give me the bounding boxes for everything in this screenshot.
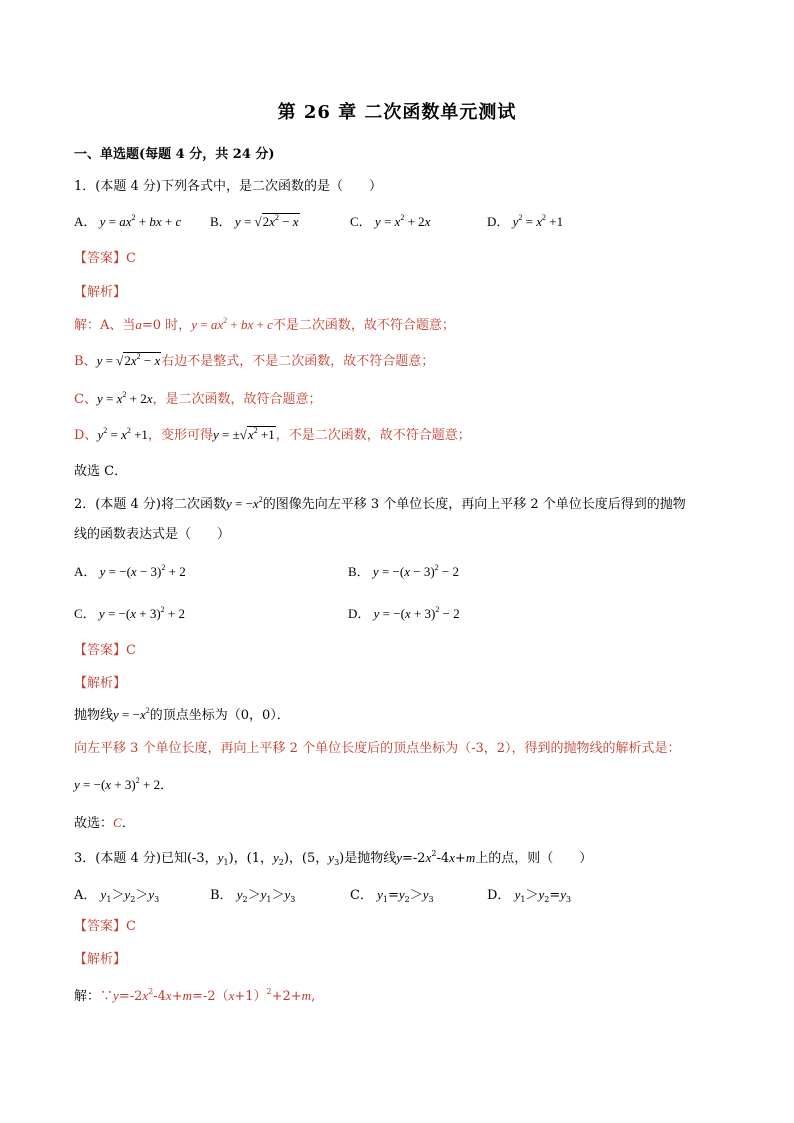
q1-solution-a: 解：A、当a=0 时，$y = ax^2$ + bx + c不是二次函数，故不符合题意； bbox=[74, 316, 455, 333]
q3-solution: 解：$\because y=-2x^2-4x+m=-2(x+1)^2+2+m$, bbox=[74, 987, 316, 1004]
q3-option-a: A． $y_1>y_2>y_3$ bbox=[74, 887, 160, 904]
q1-stem: 1．(本题 4 分)下列各式中，是二次函数的是（ ） bbox=[74, 179, 382, 194]
q2-answer: 【答案】C bbox=[74, 643, 136, 658]
q2-solution-formula: $y = -(x + 3)^2 + 2$． bbox=[74, 776, 174, 792]
q2-stem-line2: 线的函数表达式是（ ） bbox=[74, 527, 231, 542]
q1-option-c: C． $y = x^2 + 2x$ bbox=[350, 213, 431, 229]
q2-analysis-label: 【解析】 bbox=[74, 676, 127, 691]
q2-option-a: A． $y = -(x - 3)^2 + 2$ bbox=[74, 563, 186, 579]
q3-answer: 【答案】C bbox=[74, 919, 136, 934]
q3-option-c: C． $y_1=y_2>y_3$ bbox=[350, 887, 434, 904]
q1-conclusion: 故选 C． bbox=[74, 464, 128, 479]
q2-stem-line1: 2．(本题 4 分)将二次函数$y = -x^2$的图像先向左平移 3 个单位长度，再向上平移 2 个单位长度后得到的抛物 bbox=[74, 495, 686, 512]
q3-analysis-label: 【解析】 bbox=[74, 952, 127, 967]
q2-option-b: B． $y = -(x - 3)^2 - 2$ bbox=[348, 563, 459, 579]
q3-stem: 3．(本题 4 分)已知(-3，$y_1$)，(1，$y_2$)，(5，$y_3$)是抛物线$y=-2x^2-4x+m$上的点，则（ ） bbox=[74, 849, 593, 867]
q1-option-a: A． $y = ax^2$ + bx + c bbox=[74, 213, 182, 229]
q1-option-b: B． $y = √2x^2 - x$ bbox=[210, 213, 299, 229]
section-heading: 一、单选题(每题 4 分，共 24 分) bbox=[74, 147, 275, 162]
q1-analysis-label: 【解析】 bbox=[74, 285, 127, 300]
q3-option-d: D． $y_1>y_2=y_3$ bbox=[487, 887, 572, 904]
q2-option-c: C． $y = -(x + 3)^2 + 2$ bbox=[74, 605, 185, 621]
q3-option-b: B． $y_2>y_1>y_3$ bbox=[210, 887, 296, 904]
q1-answer: 【答案】C bbox=[74, 251, 136, 266]
q2-conclusion: 故选：C． bbox=[74, 815, 135, 831]
q2-solution-line1: 抛物线$y = -x^2$的顶点坐标为（0，0）． bbox=[74, 706, 290, 723]
q1-solution-b: B、$y = √2x^2 - x$右边不是整式，不是二次函数，故不符合题意； bbox=[74, 352, 435, 369]
q1-solution-d: D、$y^2 = x^2 +1$，变形可得$y = \pm√x^2 +1$，不是二次函数，故不符合题意； bbox=[74, 426, 471, 443]
q1-option-d: D． $y^2 = x^2 +1$ bbox=[487, 213, 564, 229]
q2-option-d: D． $y = -(x + 3)^2 - 2$ bbox=[348, 605, 460, 621]
q2-solution-line2: 向左平移 3 个单位长度，再向上平移 2 个单位长度后的顶点坐标为（-3，2），得到的抛物线的解析式是： bbox=[74, 741, 681, 756]
q1-solution-c: C、$y = x^2 + 2x$，是二次函数，故符合题意； bbox=[74, 390, 322, 407]
document-title: 第 26 章 二次函数单元测试 bbox=[277, 102, 517, 123]
